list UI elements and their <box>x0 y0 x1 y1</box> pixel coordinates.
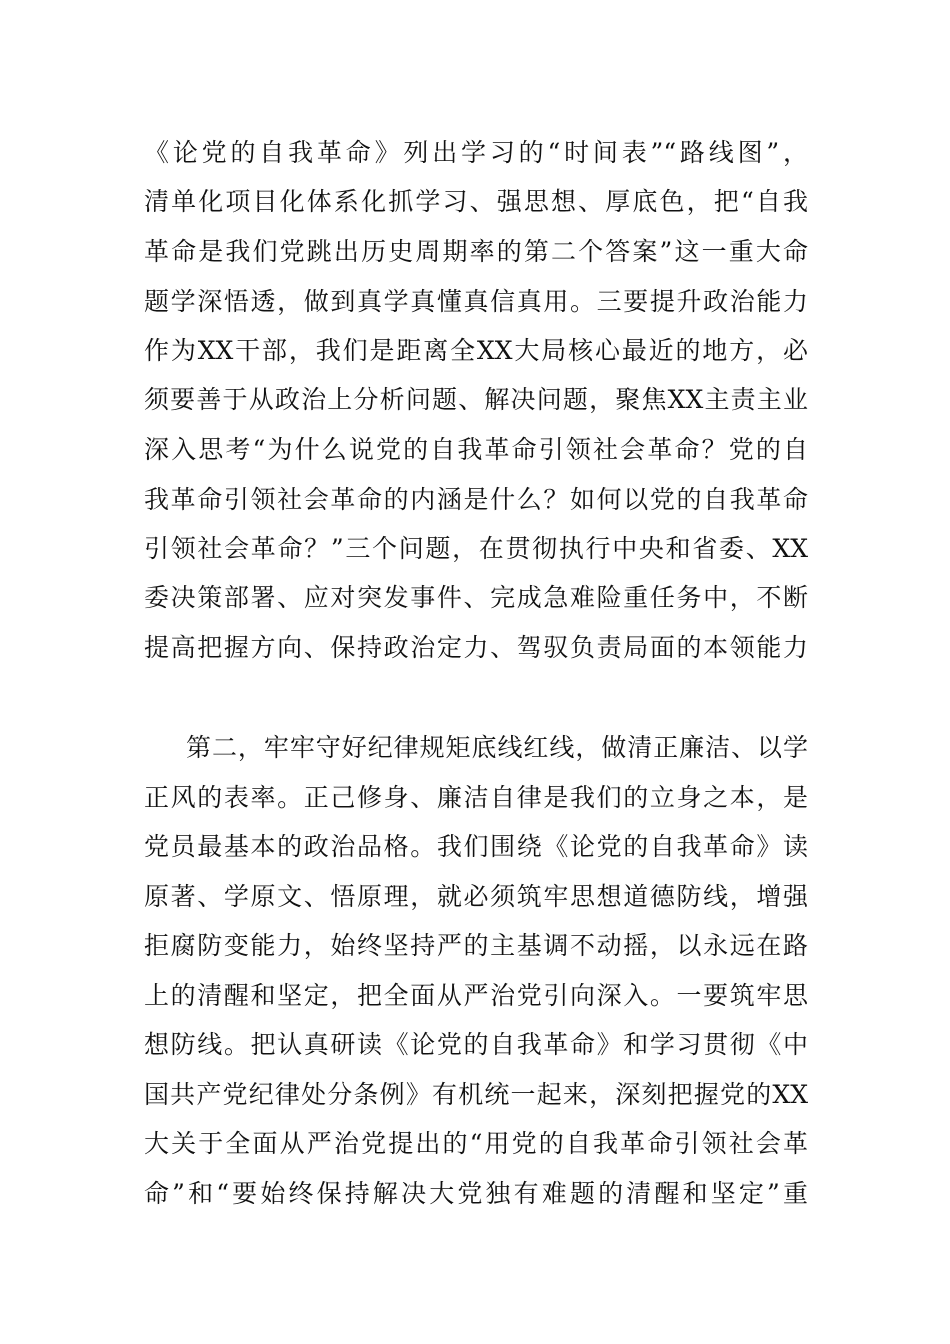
paragraph-2-line-6: 上的清醒和坚定，把全面从严治党引向深入。一要筑牢思 <box>144 981 808 1010</box>
paragraph-1-line-2: 清单化项目化体系化抓学习、强思想、厚底色，把“自我 <box>144 187 808 216</box>
paragraph-1-line-3: 革命是我们党跳出历史周期率的第二个答案”这一重大命 <box>144 237 808 266</box>
paragraph-1-line-8: 我革命引领社会革命的内涵是什么？如何以党的自我革命 <box>144 485 808 514</box>
paragraph-1-line-1: 《论党的自我革命》列出学习的“时间表”“路线图”， <box>144 138 808 167</box>
paragraph-2-line-1: 第二，牢牢守好纪律规矩底线红线，做清正廉洁、以学 <box>186 733 808 762</box>
paragraph-1-line-7: 深入思考“为什么说党的自我革命引领社会革命？党的自 <box>144 435 808 464</box>
paragraph-2-line-4: 原著、学原文、悟原理，就必须筑牢思想道德防线，增强 <box>144 882 808 911</box>
paragraph-1-line-4: 题学深悟透，做到真学真懂真信真用。三要提升政治能力 <box>144 287 808 316</box>
paragraph-2-line-5: 拒腐防变能力，始终坚持严的主基调不动摇，以永远在路 <box>144 931 808 960</box>
paragraph-2-line-9: 大关于全面从严治党提出的“用党的自我革命引领社会革 <box>144 1129 808 1158</box>
paragraph-2-line-3: 党员最基本的政治品格。我们围绕《论党的自我革命》读 <box>144 832 808 861</box>
paragraph-1-line-6: 须要善于从政治上分析问题、解决问题，聚焦XX主责主业 <box>144 385 808 414</box>
paragraph-1-line-5: 作为XX干部，我们是距离全XX大局核心最近的地方，必 <box>144 336 808 365</box>
paragraph-1-line-11: 提高把握方向、保持政治定力、驾驭负责局面的本领能力 <box>144 633 808 662</box>
paragraph-1-line-10: 委决策部署、应对突发事件、完成急难险重任务中，不断 <box>144 583 808 612</box>
paragraph-1-line-9: 引领社会革命？”三个问题，在贯彻执行中央和省委、XX <box>144 534 808 563</box>
paragraph-2-line-8: 国共产党纪律处分条例》有机统一起来，深刻把握党的XX <box>144 1080 808 1109</box>
paragraph-2-line-10: 命”和“要始终保持解决大党独有难题的清醒和坚定”重 <box>144 1179 808 1208</box>
paragraph-2-line-7: 想防线。把认真研读《论党的自我革命》和学习贯彻《中 <box>144 1030 808 1059</box>
paragraph-2-line-2: 正风的表率。正己修身、廉洁自律是我们的立身之本，是 <box>144 783 808 812</box>
